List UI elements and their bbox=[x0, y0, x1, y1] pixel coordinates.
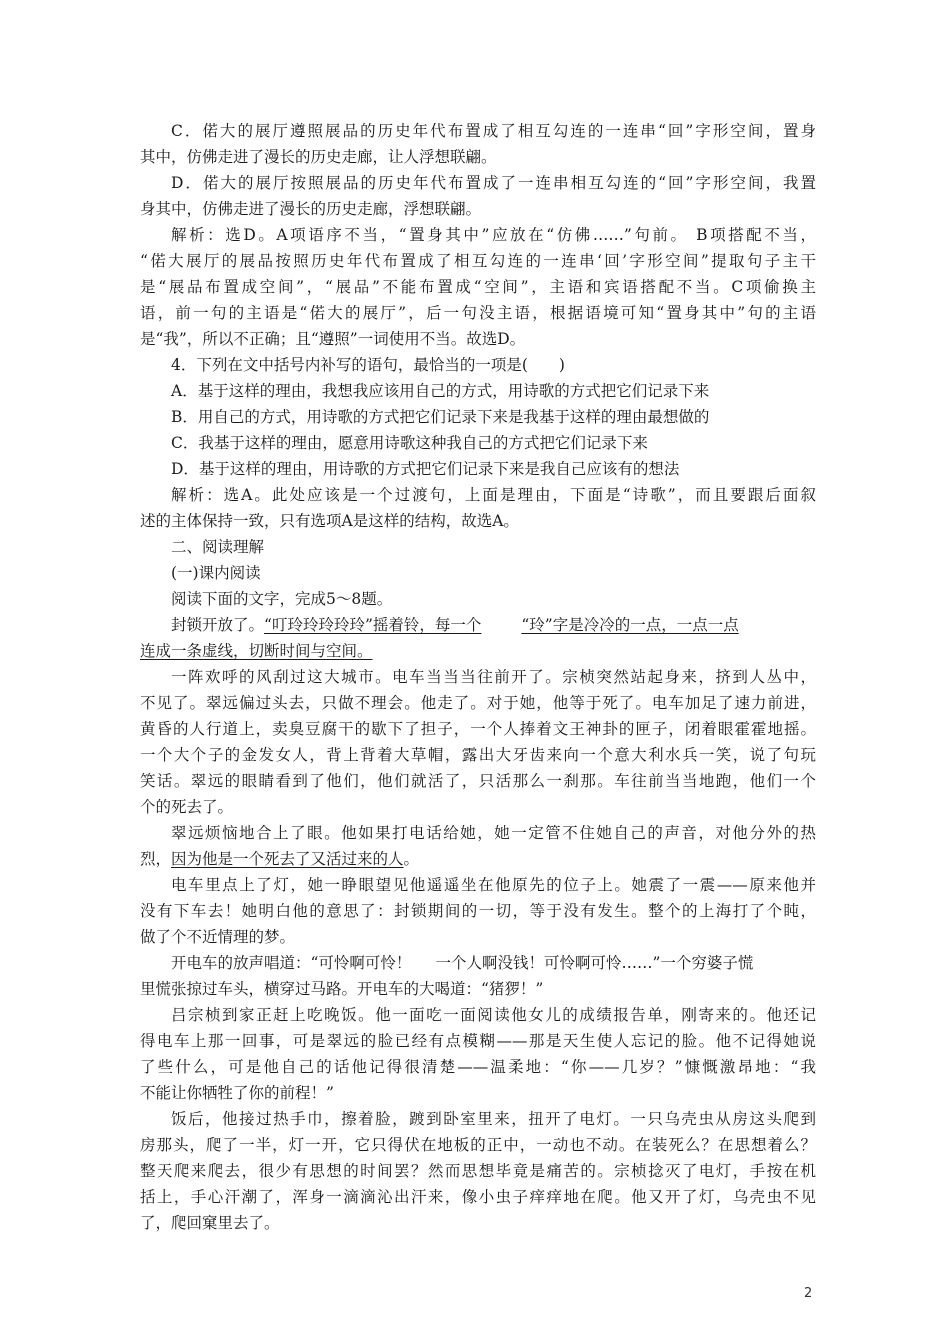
reading-instruction: 阅读下面的文字，完成5～8题。 bbox=[171, 590, 393, 608]
underlined-text: “叮玲玲玲玲玲”摇着铃，每一个 bbox=[264, 616, 482, 634]
question-4-option-c: C．我基于这样的理由，愿意用诗歌这种我自己的方式把它们记录下来 bbox=[171, 434, 648, 452]
passage-p6-line-1: 吕宗桢到家正赶上吃晚饭。他一面吃一面阅读他女儿的成绩报告单，刚寄来的。他还记 bbox=[171, 1006, 816, 1024]
underlined-text: “玲”字是冷冷的一点，一点一点 bbox=[521, 616, 739, 634]
question-4-stem: 4．下列在文中括号内补写的语句，最恰当的一项是( ) bbox=[171, 356, 565, 374]
analysis-3-line-5: 是“我”，所以不正确；且“遵照”一词使用不当。故选D。 bbox=[140, 330, 526, 348]
underlined-text: 连成一条虚线，切断时间与空间。 bbox=[140, 642, 373, 660]
question-4-option-b: B．用自己的方式，用诗歌的方式把它们记录下来是我基于这样的理由最想做的 bbox=[171, 408, 710, 426]
passage-p2-line-4: 一个大个子的金发女人，背上背着大草帽，露出大牙齿来向一个意大利水兵一笑，说了句玩 bbox=[140, 746, 816, 764]
passage-text: 烈， bbox=[140, 850, 172, 868]
passage-p2-line-2: 不见了。翠远偏过头去，只做不理会。他走了。对于她，他等于死了。电车加足了速力前进， bbox=[140, 694, 816, 712]
option-d-line-2: 身其中，仿佛走进了漫长的历史走廊，浮想联翩。 bbox=[140, 200, 482, 218]
passage-text: 开电车的放声唱道：“可怜啊可怜！ bbox=[171, 954, 412, 972]
passage-p1-line-1 bbox=[140, 612, 816, 638]
analysis-3-line-1: 解析：选D。A项语序不当，“置身其中”应放在“仿佛……”句前。 B项搭配不当， bbox=[171, 226, 816, 244]
passage-p4-line-3: 做了个不近情理的梦。 bbox=[140, 928, 296, 946]
passage-p6-line-3: 了些什么，可是他自己的话他记得很清楚——温柔地：“你——几岁？”慷慨激昂地：“我 bbox=[140, 1058, 816, 1076]
passage-p1-line-2 bbox=[140, 638, 816, 664]
question-4-option-d: D．基于这样的理由，用诗歌的方式把它们记录下来是我自己应该有的想法 bbox=[171, 460, 680, 478]
analysis-3-line-2: “偌大展厅的展品按照历史年代布置成了相互勾连的一连串‘回’字形空间”提取句子主干 bbox=[140, 252, 816, 270]
passage-p7-line-5: 了，爬回窠里去了。 bbox=[140, 1214, 280, 1232]
section-heading: 二、阅读理解 bbox=[171, 538, 265, 556]
analysis-4-line-2: 述的主体保持一致，只有选项A是这样的结构，故选A。 bbox=[140, 512, 519, 530]
option-d-line-1: D．偌大的展厅按照展品的历史年代布置成了一连串相互勾连的“回”字形空间，我置 bbox=[171, 174, 816, 192]
passage-text: 。 bbox=[403, 850, 420, 868]
passage-p4-line-2: 没有下车去！她明白他的意思了：封锁期间的一切，等于没有发生。整个的上海打了个盹， bbox=[140, 902, 816, 920]
underlined-gap bbox=[481, 612, 521, 638]
passage-p2-line-3: 黄昏的人行道上，卖臭豆腐干的歇下了担子，一个人捧着文王神卦的匣子，闭着眼霍霍地摇。 bbox=[140, 720, 816, 738]
page-body bbox=[140, 118, 816, 1236]
passage-p6-line-2: 得电车上那一回事，可是翠远的脸已经有点模糊——那是天生使人忘记的脸。他不记得她说 bbox=[140, 1032, 816, 1050]
analysis-4-line-1: 解析：选A。此处应该是一个过渡句，上面是理由，下面是“诗歌”，而且要跟后面叙 bbox=[171, 486, 816, 504]
option-c-line-1: C．偌大的展厅遵照展品的历史年代布置成了相互勾连的一连串“回”字形空间，置身 bbox=[171, 122, 816, 140]
analysis-3-line-3: 是“展品布置成空间”，“展品”不能布置成“空间”，主语和宾语搭配不当。C项偷换主 bbox=[140, 278, 816, 296]
option-c-line-2: 其中，仿佛走进了漫长的历史走廊，让人浮想联翩。 bbox=[140, 148, 497, 166]
subsection-heading: (一)课内阅读 bbox=[171, 564, 261, 582]
page-number: 2 bbox=[804, 1286, 813, 1301]
passage-p3-line-1: 翠远烦恼地合上了眼。他如果打电话给她，她一定管不住她自己的声音，对他分外的热 bbox=[171, 824, 816, 842]
passage-p5-line-1 bbox=[140, 950, 816, 976]
passage-p7-line-2: 房那头，爬了一半，灯一开，它只得伏在地板的正中，一动也不动。在装死么？在思想着么？ bbox=[140, 1136, 816, 1154]
passage-text: 一个人啊没钱！可怜啊可怜……”一个穷婆子慌 bbox=[435, 954, 754, 972]
passage-p3-line-2 bbox=[140, 846, 816, 872]
passage-p7-line-1: 饭后，他接过热手巾，擦着脸，踱到卧室里来，扭开了电灯。一只乌壳虫从房这头爬到 bbox=[171, 1110, 816, 1128]
passage-p7-line-3: 整天爬来爬去，很少有思想的时间罢？然而思想毕竟是痛苦的。宗桢捻灭了电灯，手按在机 bbox=[140, 1162, 816, 1180]
underlined-text: 因为他是一个死去了又活过来的人 bbox=[171, 850, 404, 868]
passage-text: 封锁开放了。 bbox=[171, 616, 265, 634]
analysis-3-line-4: 语，前一句的主语是“偌大的展厅”，后一句没主语，根据语境可知“置身其中”句的主语 bbox=[140, 304, 816, 322]
passage-p4-line-1: 电车里点上了灯，她一睁眼望见他遥遥坐在他原先的位子上。她震了一震——原来他并 bbox=[171, 876, 816, 894]
question-4-option-a: A．基于这样的理由，我想我应该用自己的方式，用诗歌的方式把它们记录下来 bbox=[171, 382, 710, 400]
passage-p7-line-4: 括上，手心汗潮了，浑身一滴滴沁出汗来，像小虫子痒痒地在爬。他又开了灯，乌壳虫不见 bbox=[140, 1188, 816, 1206]
passage-p6-line-4: 不能让你牺牲了你的前程！” bbox=[140, 1084, 334, 1102]
passage-p2-line-6: 个的死去了。 bbox=[140, 798, 234, 816]
passage-p2-line-1: 一阵欢呼的风刮过这大城市。电车当当当往前开了。宗桢突然站起身来，挤到人丛中， bbox=[171, 668, 816, 686]
passage-p2-line-5: 笑话。翠远的眼睛看到了他们，他们就活了，只活那么一刹那。车往前当当地跑，他们一个 bbox=[140, 772, 816, 790]
passage-p5-line-2: 里慌张掠过车头，横穿过马路。开电车的大喝道：“猪猡！” bbox=[140, 980, 544, 998]
